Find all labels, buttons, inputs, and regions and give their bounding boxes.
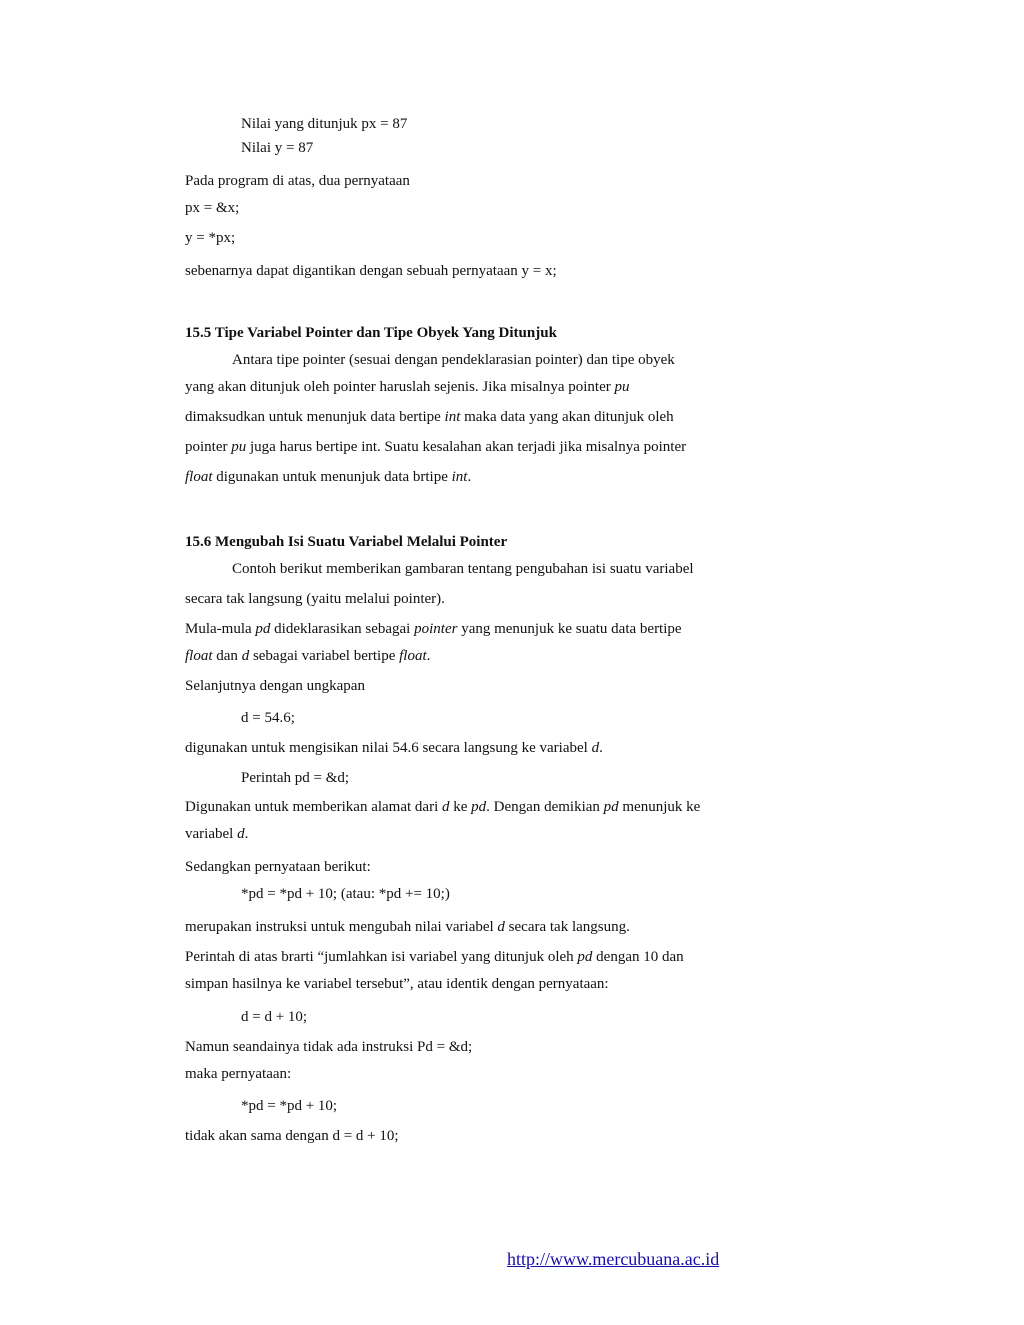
text-line: Pada program di atas, dua pernyataan — [185, 173, 410, 189]
paragraph-line: maka pernyataan: — [185, 1066, 292, 1082]
paragraph-line: Mula-mula pd dideklarasikan sebagai pointer yang menunjuk ke suatu data bertipe — [185, 621, 682, 637]
paragraph-line: Namun seandainya tidak ada instruksi Pd = &d; — [185, 1039, 473, 1055]
code-line: d = d + 10; — [241, 1009, 308, 1025]
paragraph-line: dimaksudkan untuk menunjuk data bertipe int maka data yang akan ditunjuk oleh — [185, 409, 674, 425]
paragraph-line: simpan hasilnya ke variabel tersebut”, atau identik dengan pernyataan: — [185, 976, 609, 992]
paragraph-line: Sedangkan pernyataan berikut: — [185, 859, 371, 875]
code-line: d = 54.6; — [241, 710, 295, 726]
code-line: *pd = *pd + 10; (atau: *pd += 10;) — [241, 886, 450, 902]
paragraph-line: secara tak langsung (yaitu melalui pointer). — [185, 591, 445, 607]
output-line-px: Nilai yang ditunjuk px = 87 — [241, 116, 408, 132]
paragraph-line: yang akan ditunjuk oleh pointer haruslah sejenis. Jika misalnya pointer pu — [185, 379, 630, 395]
paragraph-line: pointer pu juga harus bertipe int. Suatu kesalahan akan terjadi jika misalnya pointer — [185, 439, 687, 455]
paragraph-line: variabel d. — [185, 826, 249, 842]
section-heading-15-5: 15.5 Tipe Variabel Pointer dan Tipe Obyek Yang Ditunjuk — [185, 325, 557, 341]
paragraph-line: Contoh berikut memberikan gambaran tentang pengubahan isi suatu variabel — [232, 561, 694, 577]
code-line: y = *px; — [185, 230, 236, 246]
code-line: *pd = *pd + 10; — [241, 1098, 338, 1114]
code-line: px = &x; — [185, 200, 240, 216]
output-line-y: Nilai y = 87 — [241, 140, 314, 156]
paragraph-line: Selanjutnya dengan ungkapan — [185, 678, 365, 694]
paragraph-line: Antara tipe pointer (sesuai dengan pendeklarasian pointer) dan tipe obyek — [232, 352, 675, 368]
paragraph-line: Digunakan untuk memberikan alamat dari d ke pd. Dengan demikian pd menunjuk ke — [185, 799, 701, 815]
paragraph-line: float dan d sebagai variabel bertipe float. — [185, 648, 431, 664]
text-line: sebenarnya dapat digantikan dengan sebuah pernyataan y = x; — [185, 263, 557, 279]
footer-website-link[interactable]: http://www.mercubuana.ac.id — [507, 1249, 720, 1269]
paragraph-line: float digunakan untuk menunjuk data brtipe int. — [185, 469, 472, 485]
paragraph-line: merupakan instruksi untuk mengubah nilai variabel d secara tak langsung. — [185, 919, 630, 935]
paragraph-line: Perintah di atas brarti “jumlahkan isi variabel yang ditunjuk oleh pd dengan 10 dan — [185, 949, 684, 965]
section-heading-15-6: 15.6 Mengubah Isi Suatu Variabel Melalui Pointer — [185, 534, 508, 550]
paragraph-line: digunakan untuk mengisikan nilai 54.6 secara langsung ke variabel d. — [185, 740, 603, 756]
code-line: Perintah pd = &d; — [241, 770, 350, 786]
paragraph-line: tidak akan sama dengan d = d + 10; — [185, 1128, 399, 1144]
